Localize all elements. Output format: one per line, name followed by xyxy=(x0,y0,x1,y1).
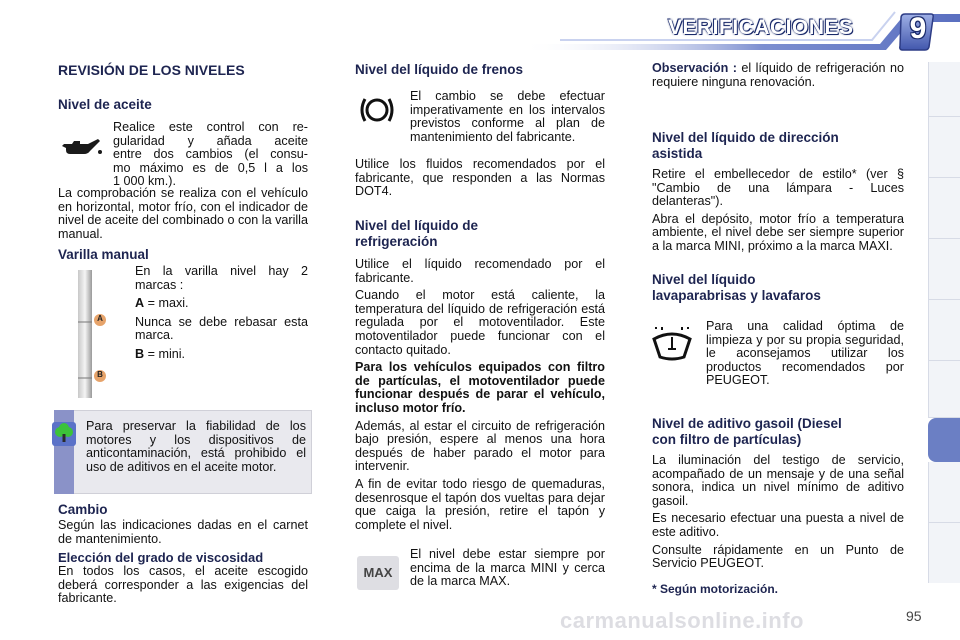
brake-icon-text: El cambio se debe efectuar imperativamente en los intervalos previstos conforme al plan de mantenimiento del fabricante. xyxy=(410,89,605,144)
page-header-title: VERIFICACIONES xyxy=(668,16,854,39)
dipstick-warning: Nunca se debe rebasar esta marca. xyxy=(135,314,308,343)
coolant-p2: Cuando el motor está caliente, la temperatura del líquido de refrigeración está regulada por el motoventilador. Este motoventilador puede funcionar con el contacto quitado. xyxy=(355,288,605,357)
chapter-tab[interactable] xyxy=(928,462,960,523)
steering-p2: Abra el depósito, motor frío a temperatura ambiente, el nivel debe ser siempre superior a la marca MINI, próximo a la marca MAXI. xyxy=(652,211,904,253)
oil-line: gularidad y añada aceite xyxy=(113,133,308,148)
dipstick-b-letter: B xyxy=(135,346,145,361)
washer-title-line: lavaparabrisas y lavafaros xyxy=(652,288,821,303)
change-title: Cambio xyxy=(58,502,108,517)
chapter-tab-active[interactable] xyxy=(928,418,960,462)
coolant-p4: Además, al estar el circuito de refrigeración bajo presión, espere al menos una hora después de haber parado el motor para intervenir. xyxy=(355,418,605,474)
diesel-title xyxy=(652,416,842,448)
dipstick-b-text: = mini. xyxy=(144,346,186,361)
steering-title xyxy=(652,130,839,162)
observation xyxy=(652,62,904,89)
brake-title: Nivel del líquido de frenos xyxy=(355,62,524,77)
dipstick-a-text: = maxi. xyxy=(144,296,189,311)
brake-paragraph: Utilice los fluidos recomendados por el fabricante, que responden a las Normas DOT4. xyxy=(355,157,605,199)
max-mark-label: MAX xyxy=(363,565,393,580)
oil-line: entre dos cambios (el consu- xyxy=(113,147,308,162)
note-text: Para preservar la fiabilidad de los motores y los dispositivos de anticontaminación, está prohibido el uso de aditivos en el aceite motor. xyxy=(86,419,306,474)
steering-title-line: asistida xyxy=(652,146,703,161)
chapter-tab[interactable] xyxy=(928,117,960,178)
chapter-tab[interactable] xyxy=(928,361,960,418)
viscosity-paragraph: En todos los casos, el aceite escogido deberá corresponder a las exigencias del fabricante. xyxy=(58,564,308,606)
diesel-p2: Es necesario efectuar una puesta a nivel de este aditivo. xyxy=(652,511,904,539)
chapter-tab[interactable] xyxy=(928,178,960,239)
diesel-title-line: con filtro de partículas) xyxy=(652,432,802,447)
tree-icon xyxy=(52,422,76,451)
steering-body xyxy=(652,168,904,254)
dipstick-mark-b: B xyxy=(97,370,103,379)
dipstick-text xyxy=(135,265,308,362)
coolant-title-line: Nivel del líquido de xyxy=(355,218,479,233)
washer-title-line: Nivel del líquido xyxy=(652,272,756,287)
page-number: 95 xyxy=(906,608,922,624)
washer-icon-text: Para una calidad óptima de limpieza y por su propia seguridad, le aconsejamos utilizar los productos recomendados por PEUGEOT. xyxy=(706,319,904,388)
observation-label: Observación : xyxy=(652,61,737,75)
washer-icon xyxy=(650,325,694,370)
coolant-title-line: refrigeración xyxy=(355,234,438,249)
diesel-body xyxy=(652,454,904,571)
coolant-body xyxy=(355,258,605,532)
steering-title-line: Nivel del líquido de dirección xyxy=(652,130,839,145)
washer-title xyxy=(652,272,821,304)
footnote: * Según motorización. xyxy=(652,582,779,596)
viscosity-title: Elección del grado de viscosidad xyxy=(58,550,264,565)
chapter-tab[interactable] xyxy=(928,239,960,300)
oil-line: 1 000 km.). xyxy=(113,174,176,189)
dipstick-illustration xyxy=(60,270,120,405)
dipstick-a-line xyxy=(135,297,308,311)
chapter-number: 9 xyxy=(909,12,927,45)
oil-line: Realice este control con re- xyxy=(113,120,308,134)
coolant-p5: A fin de evitar todo riesgo de quemaduras, desenrosque el tapón dos vueltas para dejar que caiga la presión, retire el tapón y complete el nivel. xyxy=(355,476,605,532)
oil-icon xyxy=(60,136,104,160)
chapter-tab[interactable] xyxy=(928,523,960,583)
diesel-p3: Consulte rápidamente en un Punto de Servicio PEUGEOT. xyxy=(652,542,904,571)
watermark: carmanualsonline.info xyxy=(560,608,804,633)
diesel-p1: La iluminación del testigo de servicio, acompañado de un mensaje y de una señal sonora, indica un nivel mínimo de aditivo gasoil. xyxy=(652,453,904,508)
coolant-title xyxy=(355,218,478,250)
oil-line: mo máximo es de 0,5 l a los xyxy=(113,160,308,175)
dipstick-intro: En la varilla nivel hay 2 marcas : xyxy=(135,264,308,292)
observation-text: el líquido de refrigeración no requiere ninguna renovación. xyxy=(652,61,904,89)
coolant-p1: Utilice el líquido recomendado por el fabricante. xyxy=(355,257,605,285)
coolant-p3: Para los vehículos equipados con filtro de partículas, el motoventilador puede funcionar después de parar el vehículo, incluso motor frío. xyxy=(355,360,605,415)
max-text: El nivel debe estar siempre por encima de la marca MINI y cerca de la marca MAX. xyxy=(410,547,605,589)
chapter-tabs xyxy=(928,62,960,602)
diesel-title-line: Nivel de aditivo gasoil (Diesel xyxy=(652,416,842,431)
oil-title: Nivel de aceite xyxy=(58,97,152,112)
steering-p1: Retire el embellecedor de estilo* (ver § "Cambio de una lámpara - Luces delanteras"). xyxy=(652,167,904,209)
oil-paragraph: La comprobación se realiza con el vehículo en horizontal, motor frío, con el indicador de nivel de aceite del combinado o con la varilla manual. xyxy=(58,186,308,241)
chapter-tab[interactable] xyxy=(928,62,960,117)
chapter-tab[interactable] xyxy=(928,300,960,361)
dipstick-title: Varilla manual xyxy=(58,247,149,262)
oil-text xyxy=(113,121,308,189)
change-paragraph: Según las indicaciones dadas en el carnet de mantenimiento. xyxy=(58,518,308,546)
brake-warning-icon xyxy=(357,93,397,132)
main-title: REVISIÓN DE LOS NIVELES xyxy=(58,62,245,78)
dipstick-b-line xyxy=(135,348,308,362)
dipstick-a-letter: A xyxy=(135,296,145,311)
dipstick-mark-a: A xyxy=(97,314,103,323)
